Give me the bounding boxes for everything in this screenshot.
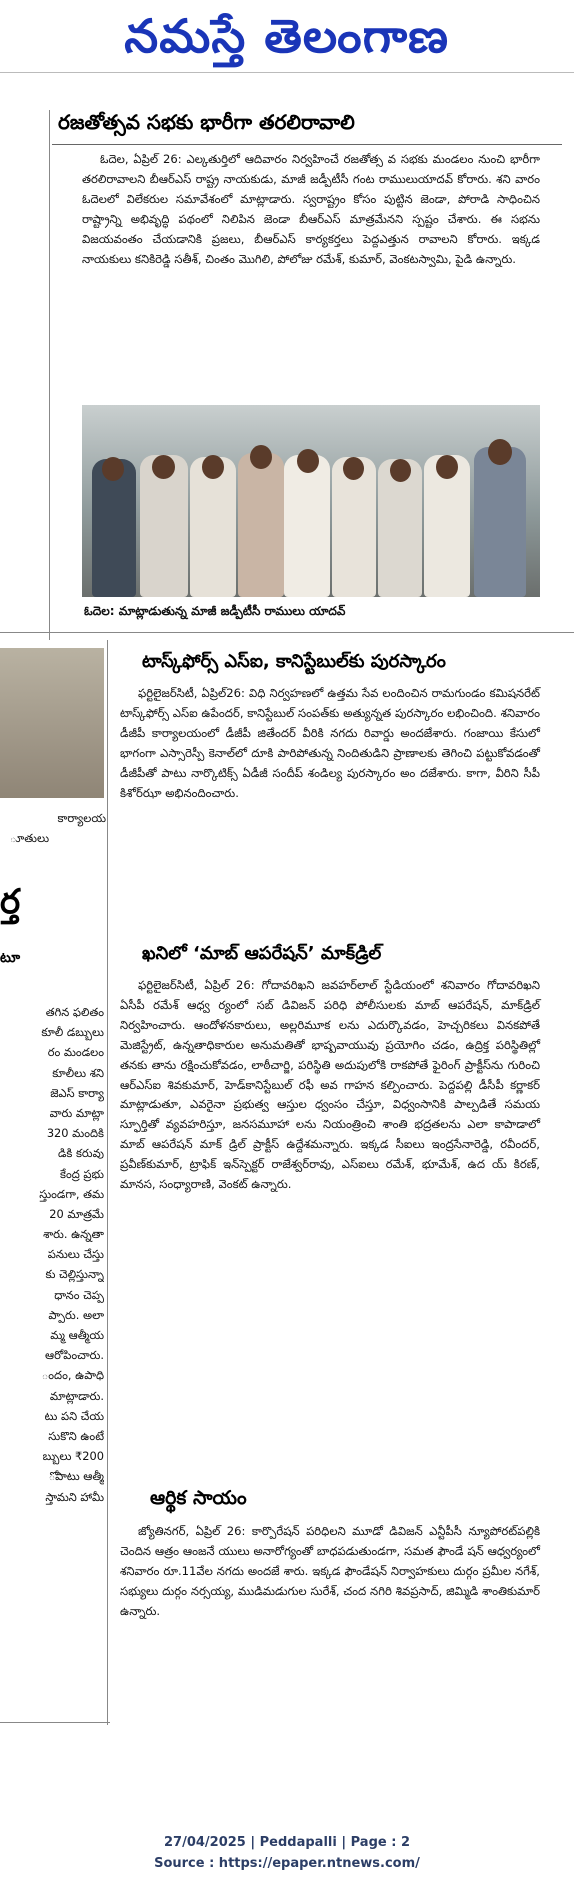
article1-text: ఓదెల, ఏప్రిల్ 26: ఎల్కతుర్తిలో ఆదివారం నిర్వహించే రజతోత్స వ సభకు మండలం నుంచి భారీగా తరలిరావాలని బీఆర్ఎస్ రాష్ట్ర నాయకుడు, మాజీ జడ్పీటీసీ గంట రాములుయాదవ్ కోరారు. శని వారం ఓదెలలో విలేకరుల సమావేశంలో మాట్లాడారు. స్వరాష్ట్రం కోసం పుట్టిన జెండా, పోరాడి సాధించిన రాష్ట్రాన్ని అభివృద్ధి పథంలో నిలిపిన జెండా బీఆర్ఎస్ మాత్రమేనని స్పష్టం చేశారు. ఈ సభను విజయవంతం చేయడానికి ప్రజలు, బీఆర్ఎస్ కార్యకర్తలు పెద్దఎత్తున రావాలని కోరారు. ఇక్కడ నాయకులు కనికిరెడ్డి సతీశ్, చింతం మొగిలి, పోలోజు రమేశ్, కుమార్, వెంకటస్వామి, పైడి ఉన్నారు. bbox=[82, 152, 540, 266]
article4-body bbox=[120, 1522, 540, 1622]
left-fragment-line: టు పని చేయ bbox=[44, 1408, 104, 1423]
left-fragment-line: ప్పారు. అలా bbox=[48, 1307, 104, 1322]
article1-photo bbox=[82, 405, 540, 597]
left-fragment-line: రం మండలం bbox=[47, 1045, 104, 1060]
photo-person-head bbox=[390, 459, 411, 482]
article2-headline: టాస్క్‌ఫోర్స్ ఎస్ఐ, కానిస్టేబుల్‌కు పురస్కారం bbox=[142, 651, 446, 672]
left-fragment-line: ందం, ఉపాధి bbox=[41, 1368, 104, 1383]
photo-person-head bbox=[152, 455, 175, 479]
article4-headline: ఆర్థిక సాయం bbox=[150, 1487, 247, 1509]
masthead bbox=[0, 0, 574, 70]
left-fragment-line: ఆరోపించారు. bbox=[45, 1348, 104, 1363]
photo-person-head bbox=[343, 457, 364, 480]
left-fragment-line: మ్మ ఆత్మీయ bbox=[50, 1328, 104, 1342]
photo-person-head bbox=[202, 455, 224, 479]
left-fragment-line: 20 మాత్రమే bbox=[49, 1206, 104, 1221]
photo-person bbox=[284, 455, 330, 597]
left-fragment-line: కూలీలు శని bbox=[52, 1065, 104, 1080]
left-fragment-caption bbox=[10, 808, 106, 848]
left-fragment-photo bbox=[0, 648, 104, 798]
masthead-logo: నమస్తే తెలంగాణ bbox=[124, 9, 450, 63]
left-fragment-line: స్తామని హామీ bbox=[45, 1489, 104, 1504]
article3-body bbox=[120, 976, 540, 1195]
photo-person bbox=[474, 447, 526, 597]
photo-person bbox=[238, 453, 284, 597]
left-fragment-line: శారు. ఉన్నతా bbox=[43, 1227, 104, 1242]
masthead-divider bbox=[0, 72, 574, 73]
photo-person-head bbox=[436, 455, 458, 479]
photo-person-head bbox=[488, 439, 512, 465]
left-fragment-line: వారు మాట్లా bbox=[49, 1105, 104, 1120]
left-column-rule bbox=[49, 110, 50, 640]
left-fragment-caption-line: ూతులు bbox=[10, 831, 50, 846]
left-fragment-line: పనులు చేస్తు bbox=[47, 1247, 104, 1262]
article1-body bbox=[82, 150, 540, 269]
article1-caption: ఓదెల: మాట్లాడుతున్న మాజీ జడ్పీటీసీ రాములు యాదవ్ bbox=[84, 604, 346, 618]
left-fragment-line: కేంద్ర ప్రభు bbox=[60, 1166, 104, 1181]
article2-body bbox=[120, 684, 540, 803]
article2-text: ఫర్టిలైజర్‌సిటీ, ఏప్రిల్26: విధి నిర్వహణలో ఉత్తమ సేవ లందించిన రామగుండం కమిషనరేట్ టాస్క్‌ఫోర్స్ ఎస్ఐ ఉపేందర్, కానిస్టేబుల్ సంపత్‌కు అత్యున్నత పురస్కారం లభించింది. శనివారం డీజీపీ కార్యాలయంలో డీజీపీ జితేందర్ వీరికి నగదు రివార్డు అందజేశారు. గంజాయి కేసులో భాగంగా ఎస్సారెస్పీ కెనాల్‌లో దూకి పారిపోతున్న నిందితుడిని ప్రాణాలకు తెగించి పట్టుకోవడంతో డీజీపీతో పాటు నార్కొటిక్స్ ఏడీజీ సందీప్ శండిల్య పురస్కారం అం దజేశారు. కాగా, వీరిని సీపీ కిశోర్‌ఝా అభినందించారు. bbox=[120, 686, 540, 800]
footer-date-edition: 27/04/2025 | Peddapalli | Page : 2 bbox=[163, 1835, 410, 1850]
article1-bottom-rule bbox=[0, 632, 574, 633]
left-fragment-line: 320 మందికి bbox=[46, 1126, 104, 1141]
photo-person-head bbox=[102, 457, 124, 481]
left-column-rule-lower bbox=[107, 640, 108, 1725]
photo-person-head bbox=[250, 445, 272, 469]
left-fragment-line: కు చెల్లిస్తున్నా bbox=[45, 1267, 104, 1282]
left-fragment-line: స్తుండగా, తమ bbox=[39, 1186, 104, 1201]
photo-person-head bbox=[297, 449, 319, 473]
article1-rule bbox=[52, 144, 562, 145]
left-fragment-line: ధానం చెప్ప bbox=[54, 1287, 104, 1302]
left-fragment-line: జెఎస్ కార్యా bbox=[50, 1085, 104, 1100]
left-fragment-headline: ర్త bbox=[0, 882, 21, 922]
left-fragment-line: సుకొని ఉంటే bbox=[48, 1428, 104, 1443]
article1-headline: రజతోత్సవ సభకు భారీగా తరలిరావాలి bbox=[58, 110, 355, 134]
footer-source: Source : https://epaper.ntnews.com/ bbox=[154, 1856, 420, 1871]
left-fragment-body bbox=[0, 1002, 104, 1507]
left-fragment-line: బ్బులు ₹200 bbox=[42, 1449, 104, 1464]
left-fragment-subhead: టూ bbox=[0, 950, 21, 966]
article3-headline: ఖనిలో ‘మాబ్ ఆపరేషన్’ మాక్‌డ్రిల్ bbox=[142, 943, 382, 964]
left-fragment-line: మాట్లాడారు. bbox=[49, 1388, 104, 1403]
article4-text: జ్యోతినగర్, ఏప్రిల్ 26: కార్పొరేషన్ పరిధిలని మూడో డివిజన్ ఎన్టీపీసీ న్యూపోరట్‌పల్లికి చెందిన ఆత్రం ఆంజనే యులు అనారోగ్యంతో బాధపడుతుండగా, సమత ఫౌండే షన్ ఆధ్వర్యంలో శనివారం రూ.11వేల నగదు అందజే శారు. ఇక్కడ ఫౌండేషన్ నిర్వాహకులు దుర్గం ప్రమీల నగేశ్, సభ్యులు దుర్గం నర్సయ్య, ముడిమడుగుల సురేశ్, చంద నగిరి శివప్రసాద్, జిమ్మిడి శాంతికుమార్ ఉన్నారు. bbox=[120, 1524, 540, 1618]
left-fragment-caption-line: కార్యాలయ bbox=[57, 811, 106, 825]
left-fragment-line: ోపాటు ఆత్మీ bbox=[48, 1469, 104, 1484]
bottom-rule bbox=[0, 1722, 110, 1723]
article3-text: ఫర్టిలైజర్‌సిటీ, ఏప్రిల్ 26: గోదావరిఖని జవహర్‌లాల్ స్టేడియంలో శనివారం గోదావరిఖని ఏసీపీ రమేశ్ ఆధ్వ ర్యంలో సబ్ డివిజన్ పరిధి పోలీసులకు మాబ్ ఆపరేషన్, మాక్‌డ్రిల్ నిర్వహించారు. ఆందోళనకారులు, అల్లరిమూక లను ఎదుర్కొవడం, హెచ్చరికలు వినకపోతే మెజిస్ట్రేట్, ఉన్నతాధికారుల అనుమతితో భాష్పవాయువు ప్రయోగిం చడం, ఉద్రిక్త పరిస్థితిల్లో తనకు తాను రక్షించుకోవడం, లాఠీచార్జి, పరిస్థితి అదుపులోకి రాకపోతే ఫైరింగ్ ప్రాక్టీస్‌ను గురించి ఆర్ఎస్ఐ శివకుమార్, హెడ్‌కానిస్టేబుల్ రఫీ అవ గాహన కల్పించారు. పెద్దపల్లి డీసీపీ కర్ణాకర్ మాట్లాడుతూ, ఎవరైనా ప్రభుత్వ ఆస్తుల ధ్వంసం చేస్తూ, విధ్వంసానికి పాల్పడితే సమయ స్ఫూర్తితో వ్యవహరిస్తూ, జనసమూహా లను నియంత్రించి శాంతి భద్రతలను ఎలా కాపాడాలో మాబ్ ఆపరేషన్ మాక్ డ్రిల్ ప్రాక్టీస్ ఉద్దేశమన్నారు. ఇక్కడ సీఐలు ఇంద్రసేనారెడ్డి, రవీందర్, ప్రవీణ్‌కుమార్, ట్రాఫిక్ ఇన్‌స్పెక్టర్ రాజేశ్వర్‌రావు, ఎస్ఐలు రమేశ్, భూమేశ్, ఉద య్ కిరణ్, మానస, సంధ్యారాణి, వెంకట్ ఉన్నారు. bbox=[120, 978, 540, 1192]
left-fragment-line: డికి కరువు bbox=[57, 1146, 104, 1161]
left-fragment-line: కూలీ డబ్బులు bbox=[41, 1025, 104, 1040]
left-fragment-line: తగిన ఫలితం bbox=[45, 1005, 104, 1019]
